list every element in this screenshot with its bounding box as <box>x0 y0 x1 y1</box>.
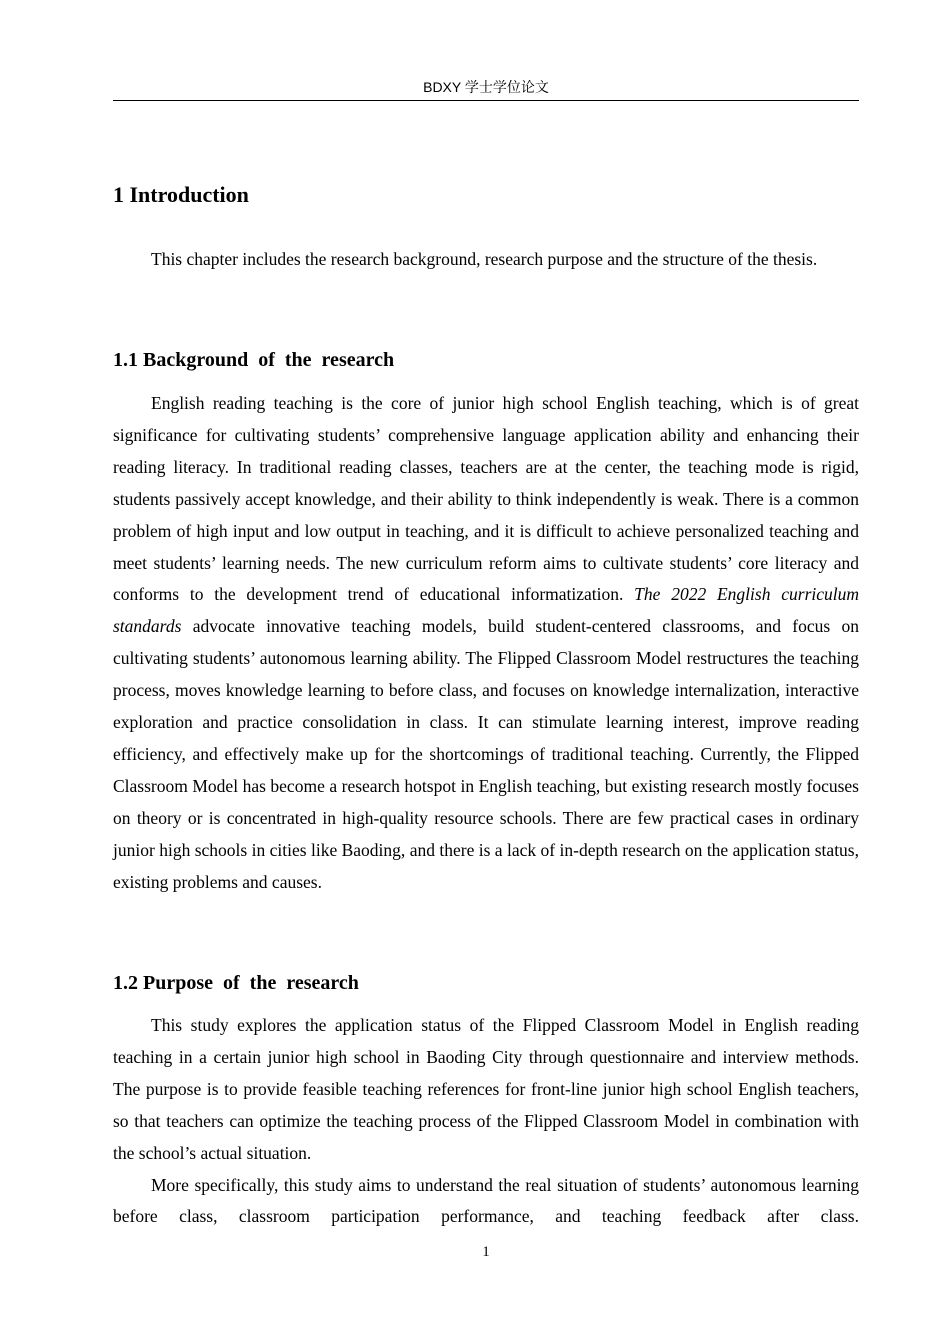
paragraph-text: advocate innovative teaching models, build student-centered classrooms, and focus on cultivating students’ autonomous learning ability. The Flipped Classroom Model restructures the teaching process, moves knowledge learning to before class, and focuses on knowledge internalization, interactive exploration and practice consolidation in class. It can stimulate learning interest, improve reading efficiency, and effectively make up for the shortcomings of traditional teaching. Currently, the Flipped Classroom Model has become a research hotspot in English teaching, but existing research mostly focuses on theory or is concentrated in high-quality resource schools. There are few practical cases in ordinary junior high schools in cities like Baoding, and there is a lack of in-depth research on the application status, existing problems and causes. <box>113 616 859 892</box>
page-number: 1 <box>482 1244 490 1260</box>
chapter-title: 1 Introduction <box>113 182 249 207</box>
section-title-purpose: 1.2 Purpose of the research <box>113 972 359 994</box>
chapter-intro <box>113 244 859 276</box>
standards-title: The 2022 English curriculum standards <box>113 584 860 637</box>
background-paragraph <box>113 388 859 899</box>
purpose-paragraph: More specifically, this study aims to understand the real situation of students’ autonomous learning before class, classroom participation performance, and teaching feedback after class. <box>113 1174 859 1227</box>
purpose-paragraph: This study explores the application status of the Flipped Classroom Model in English reading teaching in a certain junior high school in Baoding City through questionnaire and interview methods. The purpose is to provide feasible teaching references for front-line junior high school English teachers, so that teachers can optimize the teaching process of the Flipped Classroom Model in combination with the school’s actual situation. <box>113 1015 859 1163</box>
section-body-purpose <box>113 1010 859 1233</box>
section-body-background <box>113 388 859 899</box>
running-header: BDXY 学士学位论文 <box>423 79 549 95</box>
intro-paragraph: This chapter includes the research background, research purpose and the structure of the thesis. <box>151 249 818 269</box>
section-title-background: 1.1 Background of the research <box>113 349 395 371</box>
header-rule <box>113 100 859 101</box>
paragraph-text: English reading teaching is the core of junior high school English teaching, which is of great significance for cultivating students’ comprehensive language application ability and enhancing their reading literacy. In traditional reading classes, teachers are at the center, the teaching mode is rigid, students passively accept knowledge, and their ability to think independently is weak. There is a common problem of high input and low output in teaching, and it is difficult to achieve personalized teaching and meet students’ learning needs. The new curriculum reform aims to cultivate students’ core literacy and conforms to the development trend of educational informatization. <box>113 393 859 605</box>
